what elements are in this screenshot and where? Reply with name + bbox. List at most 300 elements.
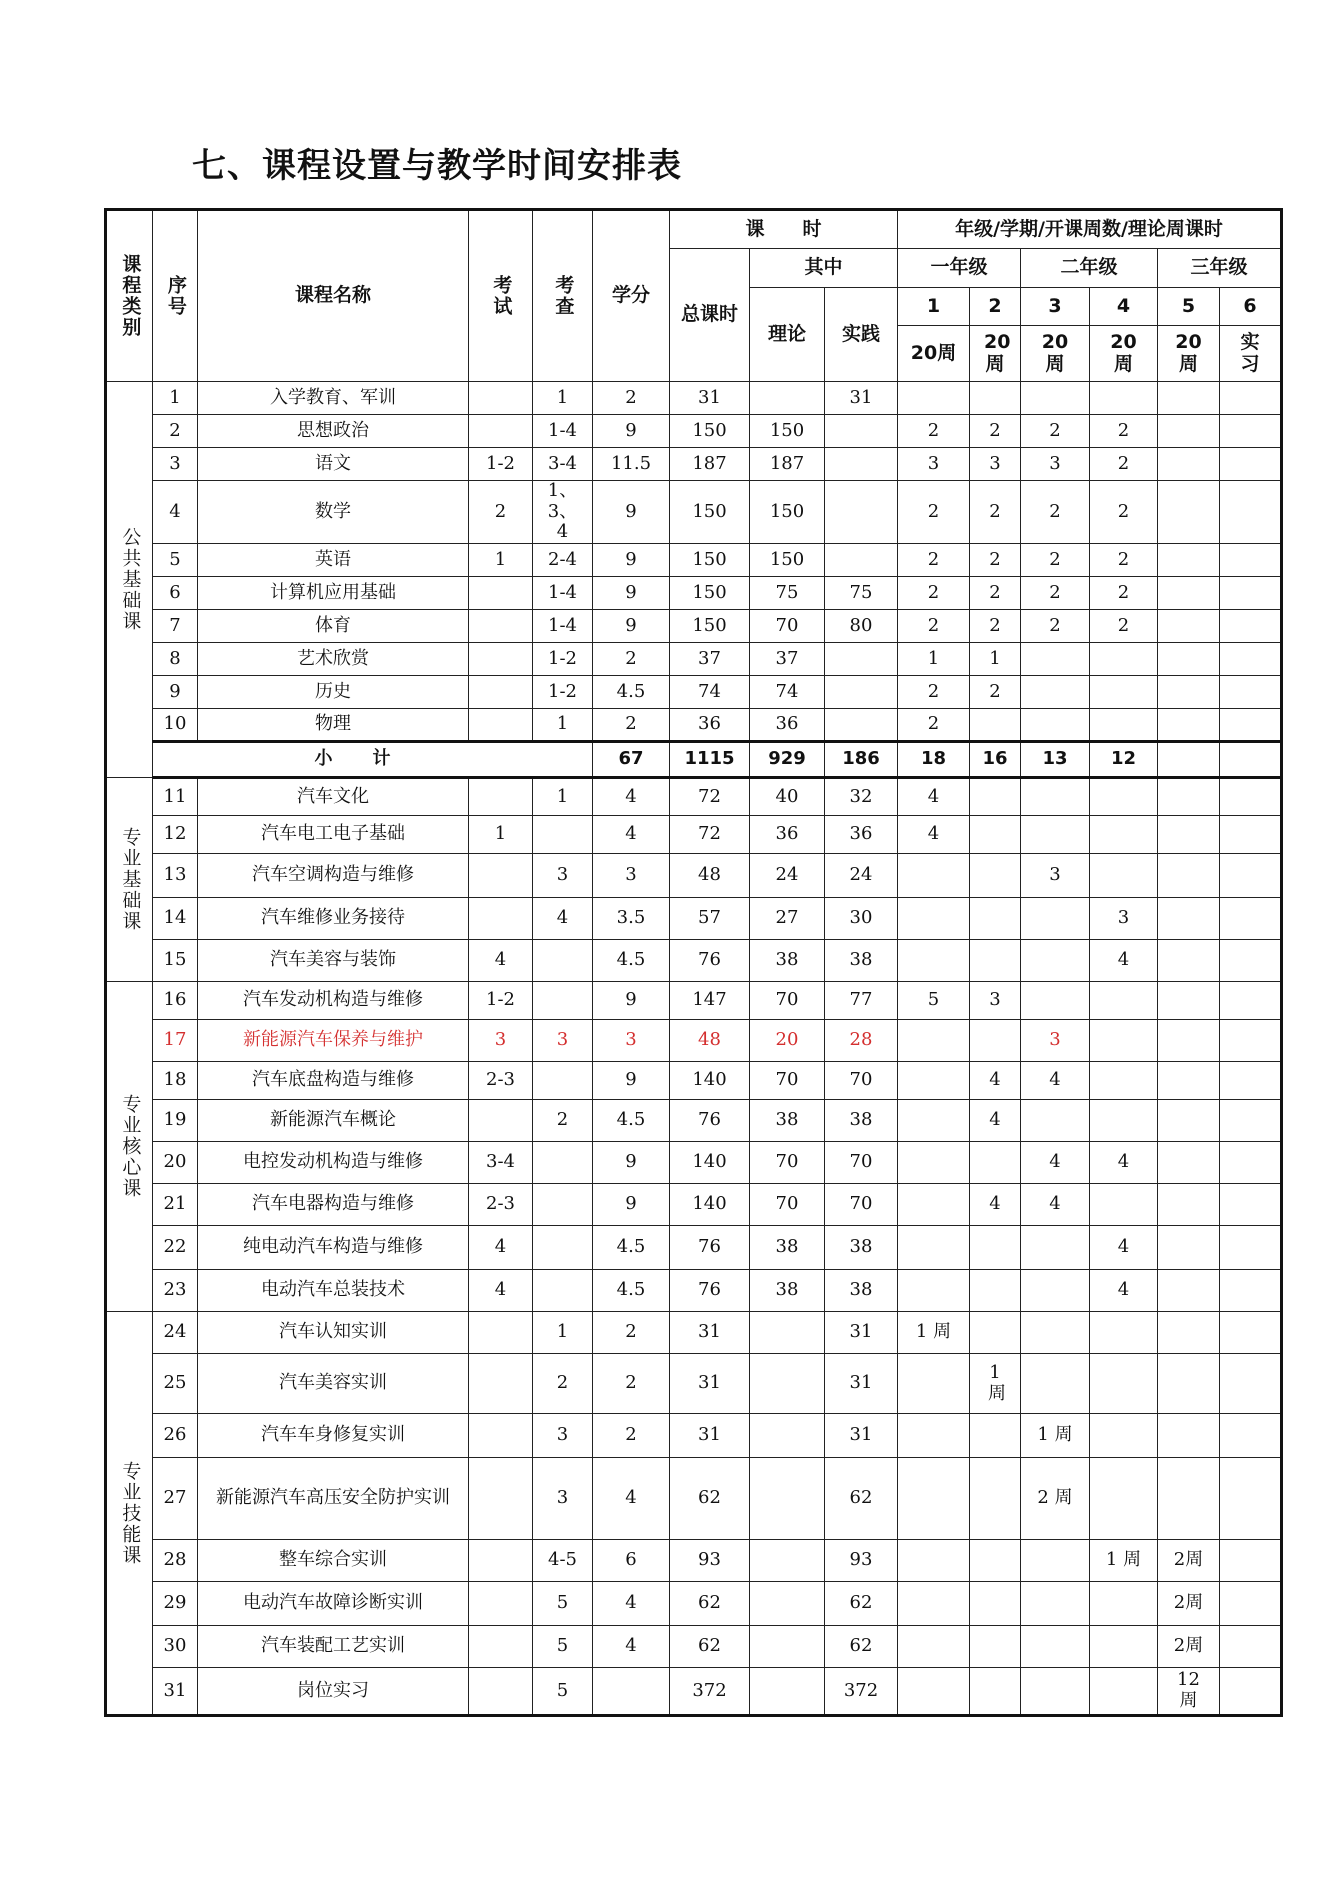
term-value: 4 xyxy=(1090,940,1158,982)
table-row xyxy=(106,1100,1282,1142)
term-value: 4 xyxy=(1021,1142,1090,1184)
term-value: 2 xyxy=(898,610,970,643)
term-value xyxy=(1220,1020,1282,1062)
course-name: 汽车认知实训 xyxy=(198,1312,469,1354)
term-value xyxy=(1158,1142,1220,1184)
course-name: 思想政治 xyxy=(198,415,469,448)
term-value xyxy=(970,382,1021,415)
term-value: 2 xyxy=(898,481,970,544)
row-seq: 16 xyxy=(153,982,198,1020)
header-term: 3 xyxy=(1021,288,1090,326)
practice-hours: 31 xyxy=(825,1414,898,1458)
course-name: 体育 xyxy=(198,610,469,643)
term-value xyxy=(1220,382,1282,415)
total-hours: 76 xyxy=(670,1270,750,1312)
check-term xyxy=(533,1062,593,1100)
theory-hours: 75 xyxy=(750,577,825,610)
term-value xyxy=(1220,1184,1282,1226)
term-value xyxy=(1021,1540,1090,1582)
term-value: 2 xyxy=(898,709,970,742)
credit: 2 xyxy=(593,1414,670,1458)
exam-term: 4 xyxy=(469,940,533,982)
schedule-table xyxy=(104,208,1283,1717)
exam-term xyxy=(469,1626,533,1668)
subtotal-term xyxy=(1158,742,1220,778)
term-value xyxy=(1021,1270,1090,1312)
term-value xyxy=(1220,1458,1282,1540)
table-row xyxy=(106,1414,1282,1458)
table-row xyxy=(106,544,1282,577)
term-value xyxy=(1220,778,1282,816)
check-term: 3-4 xyxy=(533,448,593,481)
term-value: 2 xyxy=(1021,415,1090,448)
theory-hours: 150 xyxy=(750,481,825,544)
table-row xyxy=(106,415,1282,448)
term-value xyxy=(1021,1312,1090,1354)
term-value xyxy=(1220,1414,1282,1458)
course-name: 汽车电器构造与维修 xyxy=(198,1184,469,1226)
subtotal-term: 16 xyxy=(970,742,1021,778)
term-value xyxy=(1090,816,1158,854)
term-value xyxy=(1158,676,1220,709)
credit: 4 xyxy=(593,778,670,816)
subtotal-credit: 67 xyxy=(593,742,670,778)
table-row xyxy=(106,1582,1282,1626)
term-value xyxy=(1220,1582,1282,1626)
term-value: 2周 xyxy=(1158,1626,1220,1668)
term-value xyxy=(1220,610,1282,643)
exam-term: 2-3 xyxy=(469,1062,533,1100)
exam-term xyxy=(469,898,533,940)
total-hours: 76 xyxy=(670,940,750,982)
term-value: 2 xyxy=(1090,448,1158,481)
term-value xyxy=(1158,1312,1220,1354)
exam-term xyxy=(469,1312,533,1354)
term-value: 2 xyxy=(970,544,1021,577)
total-hours: 31 xyxy=(670,1312,750,1354)
row-seq: 19 xyxy=(153,1100,198,1142)
course-name: 历史 xyxy=(198,676,469,709)
term-value xyxy=(1220,1668,1282,1716)
term-value xyxy=(1090,1100,1158,1142)
row-seq: 22 xyxy=(153,1226,198,1270)
theory-hours: 74 xyxy=(750,676,825,709)
term-value xyxy=(1220,448,1282,481)
total-hours: 150 xyxy=(670,610,750,643)
exam-term xyxy=(469,854,533,898)
check-term: 4-5 xyxy=(533,1540,593,1582)
check-term: 2-4 xyxy=(533,544,593,577)
exam-term: 1 xyxy=(469,816,533,854)
table-row xyxy=(106,1626,1282,1668)
course-name: 电控发动机构造与维修 xyxy=(198,1142,469,1184)
credit: 9 xyxy=(593,1184,670,1226)
term-value xyxy=(1090,1020,1158,1062)
credit: 4 xyxy=(593,1458,670,1540)
practice-hours: 38 xyxy=(825,940,898,982)
term-value xyxy=(1021,1226,1090,1270)
table-row xyxy=(106,643,1282,676)
table-row xyxy=(106,1354,1282,1414)
total-hours: 140 xyxy=(670,1184,750,1226)
total-hours: 150 xyxy=(670,577,750,610)
total-hours: 140 xyxy=(670,1062,750,1100)
term-value xyxy=(1220,1142,1282,1184)
header-category: 课程类别 xyxy=(106,210,153,382)
table-row xyxy=(106,1184,1282,1226)
header-weeks: 20周 xyxy=(1021,326,1090,382)
practice-hours: 75 xyxy=(825,577,898,610)
check-term: 3 xyxy=(533,854,593,898)
exam-term xyxy=(469,1100,533,1142)
course-name: 汽车底盘构造与维修 xyxy=(198,1062,469,1100)
term-value xyxy=(970,1414,1021,1458)
practice-hours: 93 xyxy=(825,1540,898,1582)
table-row xyxy=(106,448,1282,481)
exam-term: 2-3 xyxy=(469,1184,533,1226)
total-hours: 150 xyxy=(670,415,750,448)
check-term: 1-4 xyxy=(533,577,593,610)
term-value xyxy=(970,1668,1021,1716)
credit: 4.5 xyxy=(593,676,670,709)
check-term: 1 xyxy=(533,709,593,742)
credit: 6 xyxy=(593,1540,670,1582)
term-value xyxy=(1220,854,1282,898)
subtotal-row xyxy=(106,742,1282,778)
row-seq: 21 xyxy=(153,1184,198,1226)
credit xyxy=(593,1668,670,1716)
term-value xyxy=(970,854,1021,898)
practice-hours xyxy=(825,709,898,742)
term-value xyxy=(1220,1354,1282,1414)
term-value xyxy=(898,1458,970,1540)
theory-hours: 70 xyxy=(750,1142,825,1184)
exam-term: 2 xyxy=(469,481,533,544)
term-value xyxy=(1090,1414,1158,1458)
table-row xyxy=(106,1226,1282,1270)
check-term: 5 xyxy=(533,1626,593,1668)
term-value xyxy=(1220,1270,1282,1312)
term-value: 4 xyxy=(898,816,970,854)
exam-term xyxy=(469,643,533,676)
term-value: 4 xyxy=(970,1184,1021,1226)
theory-hours: 70 xyxy=(750,610,825,643)
practice-hours: 31 xyxy=(825,382,898,415)
term-value: 2 xyxy=(1090,577,1158,610)
row-seq: 4 xyxy=(153,481,198,544)
theory-hours: 24 xyxy=(750,854,825,898)
course-name: 汽车文化 xyxy=(198,778,469,816)
term-value xyxy=(1220,982,1282,1020)
practice-hours: 80 xyxy=(825,610,898,643)
check-term: 2 xyxy=(533,1354,593,1414)
term-value xyxy=(970,1540,1021,1582)
total-hours: 147 xyxy=(670,982,750,1020)
course-name: 新能源汽车概论 xyxy=(198,1100,469,1142)
check-term: 1-2 xyxy=(533,643,593,676)
header-weeks: 20周 xyxy=(970,326,1021,382)
course-name: 纯电动汽车构造与维修 xyxy=(198,1226,469,1270)
term-value: 2 xyxy=(1021,481,1090,544)
total-hours: 62 xyxy=(670,1626,750,1668)
subtotal-label: 小计 xyxy=(153,742,593,778)
header-term: 6 xyxy=(1220,288,1282,326)
term-value: 4 xyxy=(898,778,970,816)
term-value: 3 xyxy=(970,982,1021,1020)
subtotal-term xyxy=(1220,742,1282,778)
practice-hours: 32 xyxy=(825,778,898,816)
theory-hours: 38 xyxy=(750,940,825,982)
theory-hours: 70 xyxy=(750,1062,825,1100)
term-value xyxy=(1220,1312,1282,1354)
term-value xyxy=(1220,1540,1282,1582)
term-value xyxy=(898,1226,970,1270)
exam-term: 4 xyxy=(469,1226,533,1270)
theory-hours xyxy=(750,1626,825,1668)
total-hours: 140 xyxy=(670,1142,750,1184)
check-term xyxy=(533,940,593,982)
row-seq: 29 xyxy=(153,1582,198,1626)
term-value xyxy=(1158,382,1220,415)
term-value xyxy=(1158,577,1220,610)
term-value xyxy=(970,709,1021,742)
check-term xyxy=(533,982,593,1020)
table-row xyxy=(106,898,1282,940)
term-value xyxy=(1158,1100,1220,1142)
term-value: 2周 xyxy=(1158,1582,1220,1626)
credit: 9 xyxy=(593,610,670,643)
exam-term xyxy=(469,382,533,415)
table-row xyxy=(106,778,1282,816)
term-value: 1 周 xyxy=(898,1312,970,1354)
term-value: 4 xyxy=(970,1062,1021,1100)
term-value xyxy=(970,898,1021,940)
table-row xyxy=(106,382,1282,415)
term-value xyxy=(1090,1626,1158,1668)
term-value xyxy=(1220,481,1282,544)
credit: 9 xyxy=(593,577,670,610)
credit: 4.5 xyxy=(593,1270,670,1312)
term-value xyxy=(1021,1668,1090,1716)
exam-term: 3 xyxy=(469,1020,533,1062)
theory-hours xyxy=(750,1312,825,1354)
credit: 3.5 xyxy=(593,898,670,940)
row-seq: 24 xyxy=(153,1312,198,1354)
term-value xyxy=(970,816,1021,854)
course-name: 汽车空调构造与维修 xyxy=(198,854,469,898)
term-value: 2 xyxy=(970,577,1021,610)
term-value xyxy=(898,1540,970,1582)
course-name: 电动汽车总装技术 xyxy=(198,1270,469,1312)
total-hours: 150 xyxy=(670,481,750,544)
table-row xyxy=(106,816,1282,854)
credit: 9 xyxy=(593,415,670,448)
row-seq: 15 xyxy=(153,940,198,982)
subtotal-term: 18 xyxy=(898,742,970,778)
check-term xyxy=(533,816,593,854)
practice-hours: 28 xyxy=(825,1020,898,1062)
term-value xyxy=(970,1312,1021,1354)
term-value xyxy=(1021,816,1090,854)
total-hours: 62 xyxy=(670,1458,750,1540)
exam-term xyxy=(469,415,533,448)
exam-term: 1 xyxy=(469,544,533,577)
term-value xyxy=(898,1142,970,1184)
credit: 2 xyxy=(593,1354,670,1414)
table-row xyxy=(106,982,1282,1020)
term-value xyxy=(898,382,970,415)
header-grade-3: 三年级 xyxy=(1158,249,1282,288)
total-hours: 72 xyxy=(670,816,750,854)
course-name: 汽车车身修复实训 xyxy=(198,1414,469,1458)
check-term: 3 xyxy=(533,1414,593,1458)
table-row xyxy=(106,1458,1282,1540)
theory-hours: 37 xyxy=(750,643,825,676)
row-seq: 25 xyxy=(153,1354,198,1414)
term-value xyxy=(1021,1354,1090,1414)
subtotal-theory: 929 xyxy=(750,742,825,778)
term-value: 3 xyxy=(1090,898,1158,940)
course-name: 语文 xyxy=(198,448,469,481)
term-value xyxy=(898,1020,970,1062)
table-row xyxy=(106,854,1282,898)
term-value xyxy=(970,1458,1021,1540)
term-value xyxy=(970,1142,1021,1184)
practice-hours: 30 xyxy=(825,898,898,940)
exam-term xyxy=(469,1582,533,1626)
term-value xyxy=(1158,1184,1220,1226)
term-value xyxy=(1220,816,1282,854)
row-seq: 12 xyxy=(153,816,198,854)
term-value xyxy=(898,1626,970,1668)
term-value: 1 周 xyxy=(1090,1540,1158,1582)
credit: 9 xyxy=(593,481,670,544)
term-value xyxy=(1021,643,1090,676)
course-name: 汽车发动机构造与维修 xyxy=(198,982,469,1020)
term-value xyxy=(1220,940,1282,982)
table-row xyxy=(106,577,1282,610)
term-value: 2周 xyxy=(1158,1540,1220,1582)
course-name: 电动汽车故障诊断实训 xyxy=(198,1582,469,1626)
exam-term xyxy=(469,1354,533,1414)
term-value: 4 xyxy=(1021,1062,1090,1100)
practice-hours: 38 xyxy=(825,1100,898,1142)
term-value xyxy=(1158,544,1220,577)
exam-term xyxy=(469,709,533,742)
term-value xyxy=(898,1100,970,1142)
table-row xyxy=(106,1540,1282,1582)
theory-hours: 20 xyxy=(750,1020,825,1062)
credit: 4.5 xyxy=(593,1226,670,1270)
term-value xyxy=(1090,1582,1158,1626)
course-name: 新能源汽车保养与维护 xyxy=(198,1020,469,1062)
check-term: 1-4 xyxy=(533,610,593,643)
term-value xyxy=(1158,982,1220,1020)
term-value xyxy=(1220,577,1282,610)
term-value: 3 xyxy=(898,448,970,481)
practice-hours xyxy=(825,481,898,544)
header-grade-1: 一年级 xyxy=(898,249,1021,288)
term-value xyxy=(1158,610,1220,643)
practice-hours: 62 xyxy=(825,1458,898,1540)
term-value xyxy=(970,1626,1021,1668)
term-value xyxy=(1021,778,1090,816)
header-weeks: 20周 xyxy=(898,326,970,382)
term-value: 12周 xyxy=(1158,1668,1220,1716)
theory-hours: 150 xyxy=(750,544,825,577)
theory-hours xyxy=(750,1414,825,1458)
practice-hours xyxy=(825,643,898,676)
subtotal-practice: 186 xyxy=(825,742,898,778)
header-theory: 理论 xyxy=(750,288,825,382)
term-value xyxy=(1090,676,1158,709)
course-name: 入学教育、军训 xyxy=(198,382,469,415)
check-term: 3 xyxy=(533,1458,593,1540)
header-seq: 序号 xyxy=(153,210,198,382)
term-value: 2 xyxy=(1090,481,1158,544)
total-hours: 76 xyxy=(670,1226,750,1270)
header-term: 4 xyxy=(1090,288,1158,326)
practice-hours: 372 xyxy=(825,1668,898,1716)
term-value xyxy=(1021,1582,1090,1626)
term-value: 2 xyxy=(1021,577,1090,610)
total-hours: 31 xyxy=(670,1354,750,1414)
term-value xyxy=(1158,1226,1220,1270)
row-seq: 2 xyxy=(153,415,198,448)
row-seq: 28 xyxy=(153,1540,198,1582)
theory-hours xyxy=(750,1540,825,1582)
term-value: 2 xyxy=(970,610,1021,643)
row-seq: 30 xyxy=(153,1626,198,1668)
header-weeks: 实习 xyxy=(1220,326,1282,382)
term-value xyxy=(1158,1414,1220,1458)
term-value xyxy=(1158,481,1220,544)
theory-hours: 36 xyxy=(750,709,825,742)
table-row xyxy=(106,676,1282,709)
table-row xyxy=(106,709,1282,742)
total-hours: 93 xyxy=(670,1540,750,1582)
term-value: 4 xyxy=(1021,1184,1090,1226)
term-value xyxy=(1158,1458,1220,1540)
exam-term: 3-4 xyxy=(469,1142,533,1184)
term-value xyxy=(898,854,970,898)
term-value xyxy=(1220,415,1282,448)
check-term: 3 xyxy=(533,1020,593,1062)
header-grade-2: 二年级 xyxy=(1021,249,1158,288)
course-name: 数学 xyxy=(198,481,469,544)
total-hours: 150 xyxy=(670,544,750,577)
practice-hours: 31 xyxy=(825,1312,898,1354)
term-value xyxy=(1158,448,1220,481)
total-hours: 372 xyxy=(670,1668,750,1716)
practice-hours: 24 xyxy=(825,854,898,898)
total-hours: 36 xyxy=(670,709,750,742)
term-value xyxy=(1090,1458,1158,1540)
table-row xyxy=(106,481,1282,544)
term-value xyxy=(1090,1668,1158,1716)
table-row xyxy=(106,1062,1282,1100)
page-title: 七、课程设置与教学时间安排表 xyxy=(192,146,682,186)
practice-hours: 36 xyxy=(825,816,898,854)
credit: 2 xyxy=(593,1312,670,1354)
term-value xyxy=(1021,709,1090,742)
row-seq: 20 xyxy=(153,1142,198,1184)
row-seq: 31 xyxy=(153,1668,198,1716)
header-exam: 考试 xyxy=(469,210,533,382)
exam-term: 4 xyxy=(469,1270,533,1312)
term-value xyxy=(1090,778,1158,816)
practice-hours: 77 xyxy=(825,982,898,1020)
